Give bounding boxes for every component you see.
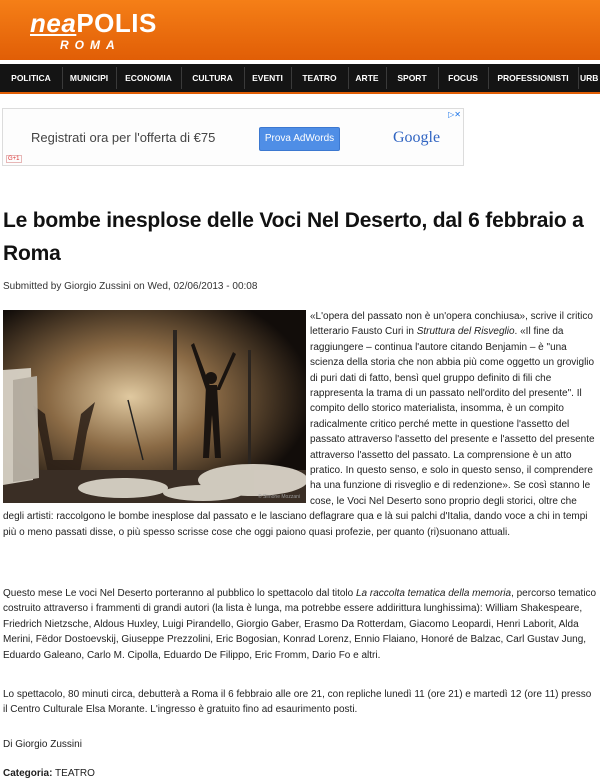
main-navigation	[0, 64, 600, 92]
text-run: . «Il fine da raggiungere – continua l'autore citando Benjamin – è "una scienza della storia che non abbia più come oggetto un groviglio di puri dati di fatto, bensì quel gruppo definito di fili che rappresenta la trama di un passato nell'ordito del presente". Il compito dello storico materialista, insomma, è un compito radicalmente critico perché mette in questione l'assetto del passato attraverso l'assetto del presente e l'assetto del presente attraverso l'assetto del passato. La comprensione è un atto pratico. In questo senso, e solo in questo senso, il comprendere ha una funzione di risveglio e di redenzione». Se così stanno le cose, le Voci Nel Deserto sono proprio degli storici, oltre che degli artisti: raccolgono le bombe inesplose dal passato e le lasciano deflagrare qua e là sui palchi d'Italia, dando voce a chi in tempi più o meno passati disse, o più spesso scrisse cose che oggi paiono quasi profezie, per quanto (ri)suonano attuali.	[3, 326, 595, 538]
category-label: Categoria:	[3, 768, 53, 779]
nav-item-economia[interactable]: ECONOMIA	[125, 73, 172, 83]
logo-subtitle: ROMA	[60, 38, 121, 52]
nav-item-urb[interactable]: URB	[580, 73, 599, 83]
photo-spacer	[3, 309, 310, 505]
google-plus-icon[interactable]: G+1	[8, 156, 20, 162]
nav-item-eventi[interactable]: EVENTI	[252, 73, 283, 83]
ad-text: Registrati ora per l'offerta di €75	[31, 130, 216, 145]
google-logo: Google	[393, 129, 441, 146]
photo-credit: © Simone Mozzani	[257, 494, 300, 500]
nav-separator	[578, 67, 579, 89]
category-link[interactable]: TEATRO	[52, 768, 95, 779]
nav-item-politica[interactable]: POLITICA	[11, 73, 51, 83]
text-run: «L'opera del passato non è un'opera conchiusa», scrive il critico letterario Fausto Curi in	[310, 311, 593, 338]
submitted-by: Submitted by Giorgio Zussini on Wed, 02/06/2013 - 00:08	[3, 281, 258, 292]
nav-accent-rule	[0, 92, 600, 94]
article-paragraph: Lo spettacolo, 80 minuti circa, debutterà a Roma il 6 febbraio alle ore 21, con repliche lunedì 11 (ore 21) e martedì 12 (ore 11) presso il Centro Culturale Elsa Morante. L'ingresso è gratuito fino ad esaurimento posti.	[3, 689, 592, 716]
adwords-banner[interactable]	[2, 108, 464, 166]
article-paragraph	[3, 586, 598, 663]
nav-item-focus[interactable]: FOCUS	[448, 73, 478, 83]
article-title: Le bombe inesplose delle Voci Nel Deserto, dal 6 febbraio a Roma	[3, 209, 584, 265]
nav-item-cultura[interactable]: CULTURA	[192, 73, 233, 83]
ad-try-button[interactable]: Prova AdWords	[259, 127, 340, 151]
site-logo[interactable]	[30, 8, 160, 56]
article-category	[3, 766, 95, 781]
ad-choices-close-icon[interactable]: ▷✕	[448, 110, 461, 119]
nav-item-arte[interactable]: ARTE	[355, 73, 379, 83]
nav-item-teatro[interactable]: TEATRO	[302, 73, 337, 83]
article-byline: Di Giorgio Zussini	[3, 739, 82, 750]
text-run: Questo mese Le voci Nel Deserto porteranno al pubblico lo spettacolo dal titolo	[3, 588, 356, 599]
text-run: , percorso tematico costruito attraverso i frammenti di grandi autori (la lista è lunga, ma potrebbe essere addirittura lunghissima): William Shakespeare, Friedrich Nietzsche, Aldous Huxley, Luigi Pirandello, Giorgio Gaber, Erasmo Da Rotterdam, Giacomo Leopardi, Henri Laborit, Alda Merini, Fëdor Dostoevskij, Giuseppe Prezzolini, Eric Bogosian, Konrad Lorenz, Ennio Flaiano, Honoré de Balzac, Carl Gustav Jung, Eduardo Galeano, Carlo M. Cipolla, Eduardo De Filippo, Eric Fromm, Dario Fo e altri.	[3, 588, 597, 661]
nav-item-professionisti[interactable]: PROFESSIONISTI	[497, 73, 569, 83]
book-title: Struttura del Risveglio	[416, 326, 515, 338]
logo-text: neaPOLIS	[30, 8, 157, 38]
site-header	[0, 0, 600, 60]
nav-item-sport[interactable]: SPORT	[397, 73, 427, 83]
article-paragraph	[3, 309, 598, 540]
show-title: La raccolta tematica della memoria	[355, 588, 512, 599]
nav-item-municipi[interactable]: MUNICIPI	[69, 73, 109, 83]
